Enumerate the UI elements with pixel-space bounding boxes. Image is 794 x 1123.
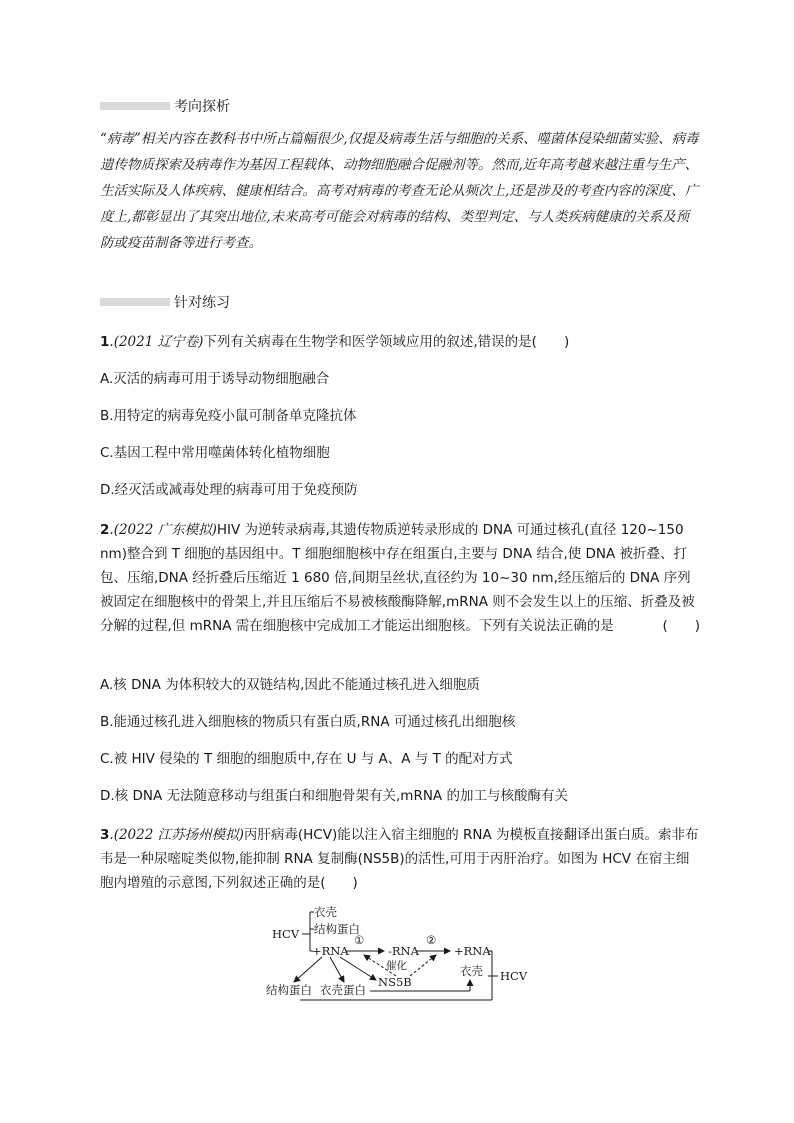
question-source: .(2022 广东模拟): [109, 522, 217, 538]
question-3-stem: [100, 823, 700, 895]
ns5b-label: NS5B: [378, 975, 412, 989]
structural-protein-label-2: 结构蛋白: [266, 983, 312, 997]
coat-protein-label: 衣壳蛋白: [320, 983, 366, 997]
plus-rna-label-2: +RNA: [454, 944, 491, 958]
question-2-option-b: B.能通过核孔进入细胞核的物质只有蛋白质,RNA 可通过核孔出细胞核: [100, 714, 516, 730]
minus-rna-label: -RNA: [388, 944, 419, 958]
question-1-stem: [100, 330, 700, 354]
question-2-option-a: A.核 DNA 为体积较大的双链结构,因此不能通过核孔进入细胞质: [100, 677, 480, 693]
hcv-label-left: HCV: [272, 927, 300, 941]
question-1-option-d: D.经灭活或减毒处理的病毒可用于免疫预防: [100, 482, 358, 498]
question-number: 3: [100, 827, 110, 843]
question-source: .(2021 辽宁卷): [109, 334, 204, 350]
question-number: 2: [100, 522, 110, 538]
coat-label: 衣壳: [314, 905, 337, 919]
question-number: 1: [100, 334, 110, 350]
hcv-replication-diagram: [260, 900, 540, 1010]
structural-protein-label: 结构蛋白: [314, 922, 360, 936]
section-title: 考向探析: [174, 99, 230, 115]
question-2-option-d: D.核 DNA 无法随意移动与组蛋白和细胞骨架有关,mRNA 的加工与核酸酶有关: [100, 788, 568, 804]
question-2-stem: [100, 518, 700, 638]
section-bar: [100, 298, 170, 306]
step-2-label: ②: [426, 933, 437, 947]
intro-paragraph: “病毒”相关内容在教科书中所占篇幅很少,仅提及病毒生活与细胞的关系、噬菌体侵染细菌实验、病毒遗传物质探索及病毒作为基因工程载体、动物细胞融合促融剂等。然而,近年高考越来越注重与生产、生活实际及人体疾病、健康相结合。高考对病毒的考查无论从频次上,还是涉及的考查内容的深度、广度上,都彰显出了其突出地位,未来高考可能会对病毒的结构、类型判定、与人类疾病健康的关系及预防或疫苗制备等进行考查。: [100, 131, 699, 251]
plus-rna-label: +RNA: [312, 944, 349, 958]
step-1-label: ①: [354, 933, 365, 947]
section-header-analysis: [100, 96, 230, 116]
question-text: HIV 为逆转录病毒,其遗传物质逆转录形成的 DNA 可通过核孔(直径 120~150 nm)整合到 T 细胞的基因组中。T 细胞细胞核中存在组蛋白,主要与 DNA 结合,使 DNA 被折叠、打包、压缩,DNA 经折叠后压缩近 1 680 倍,间期呈丝状,直径约为 10~30 nm,经压缩后的 DNA 序列被固定在细胞核中的骨架上,并且压缩后不易被核酸酶降解,mRNA 则不会发生以上的压缩、折叠及被分解的过程,但 mRNA 需在细胞核中完成加工才能运出细胞核。下列有关说法正确的是: [100, 522, 695, 634]
catalysis-label: 催化: [386, 960, 407, 972]
question-2-option-c: C.被 HIV 侵染的 T 细胞的细胞质中,存在 U 与 A、A 与 T 的配对方式: [100, 751, 513, 767]
question-1-option-b: B.用特定的病毒免疫小鼠可制备单克隆抗体: [100, 408, 357, 424]
question-source: .(2022 江苏扬州模拟): [109, 827, 244, 843]
question-text: 丙肝病毒(HCV)能以注入宿主细胞的 RNA 为模板直接翻译出蛋白质。索非布韦是一种尿嘧啶类似物,能抑制 RNA 复制酶(NS5B)的活性,可用于丙肝治疗。如图为 HCV 在宿主细胞内增殖的示意图,下列叙述正确的是( ): [100, 827, 699, 891]
question-1-option-a: A.灭活的病毒可用于诱导动物细胞融合: [100, 371, 330, 387]
section-title: 针对练习: [174, 295, 230, 311]
section-bar: [100, 102, 170, 110]
question-1-option-c: C.基因工程中常用噬菌体转化植物细胞: [100, 445, 330, 461]
question-text: 下列有关病毒在生物学和医学领域应用的叙述,错误的是( ): [203, 334, 570, 350]
coat-label-2: 衣壳: [460, 964, 483, 978]
hcv-label-right: HCV: [500, 969, 528, 983]
section-header-practice: [100, 292, 230, 312]
answer-blank: ( ): [662, 618, 700, 634]
